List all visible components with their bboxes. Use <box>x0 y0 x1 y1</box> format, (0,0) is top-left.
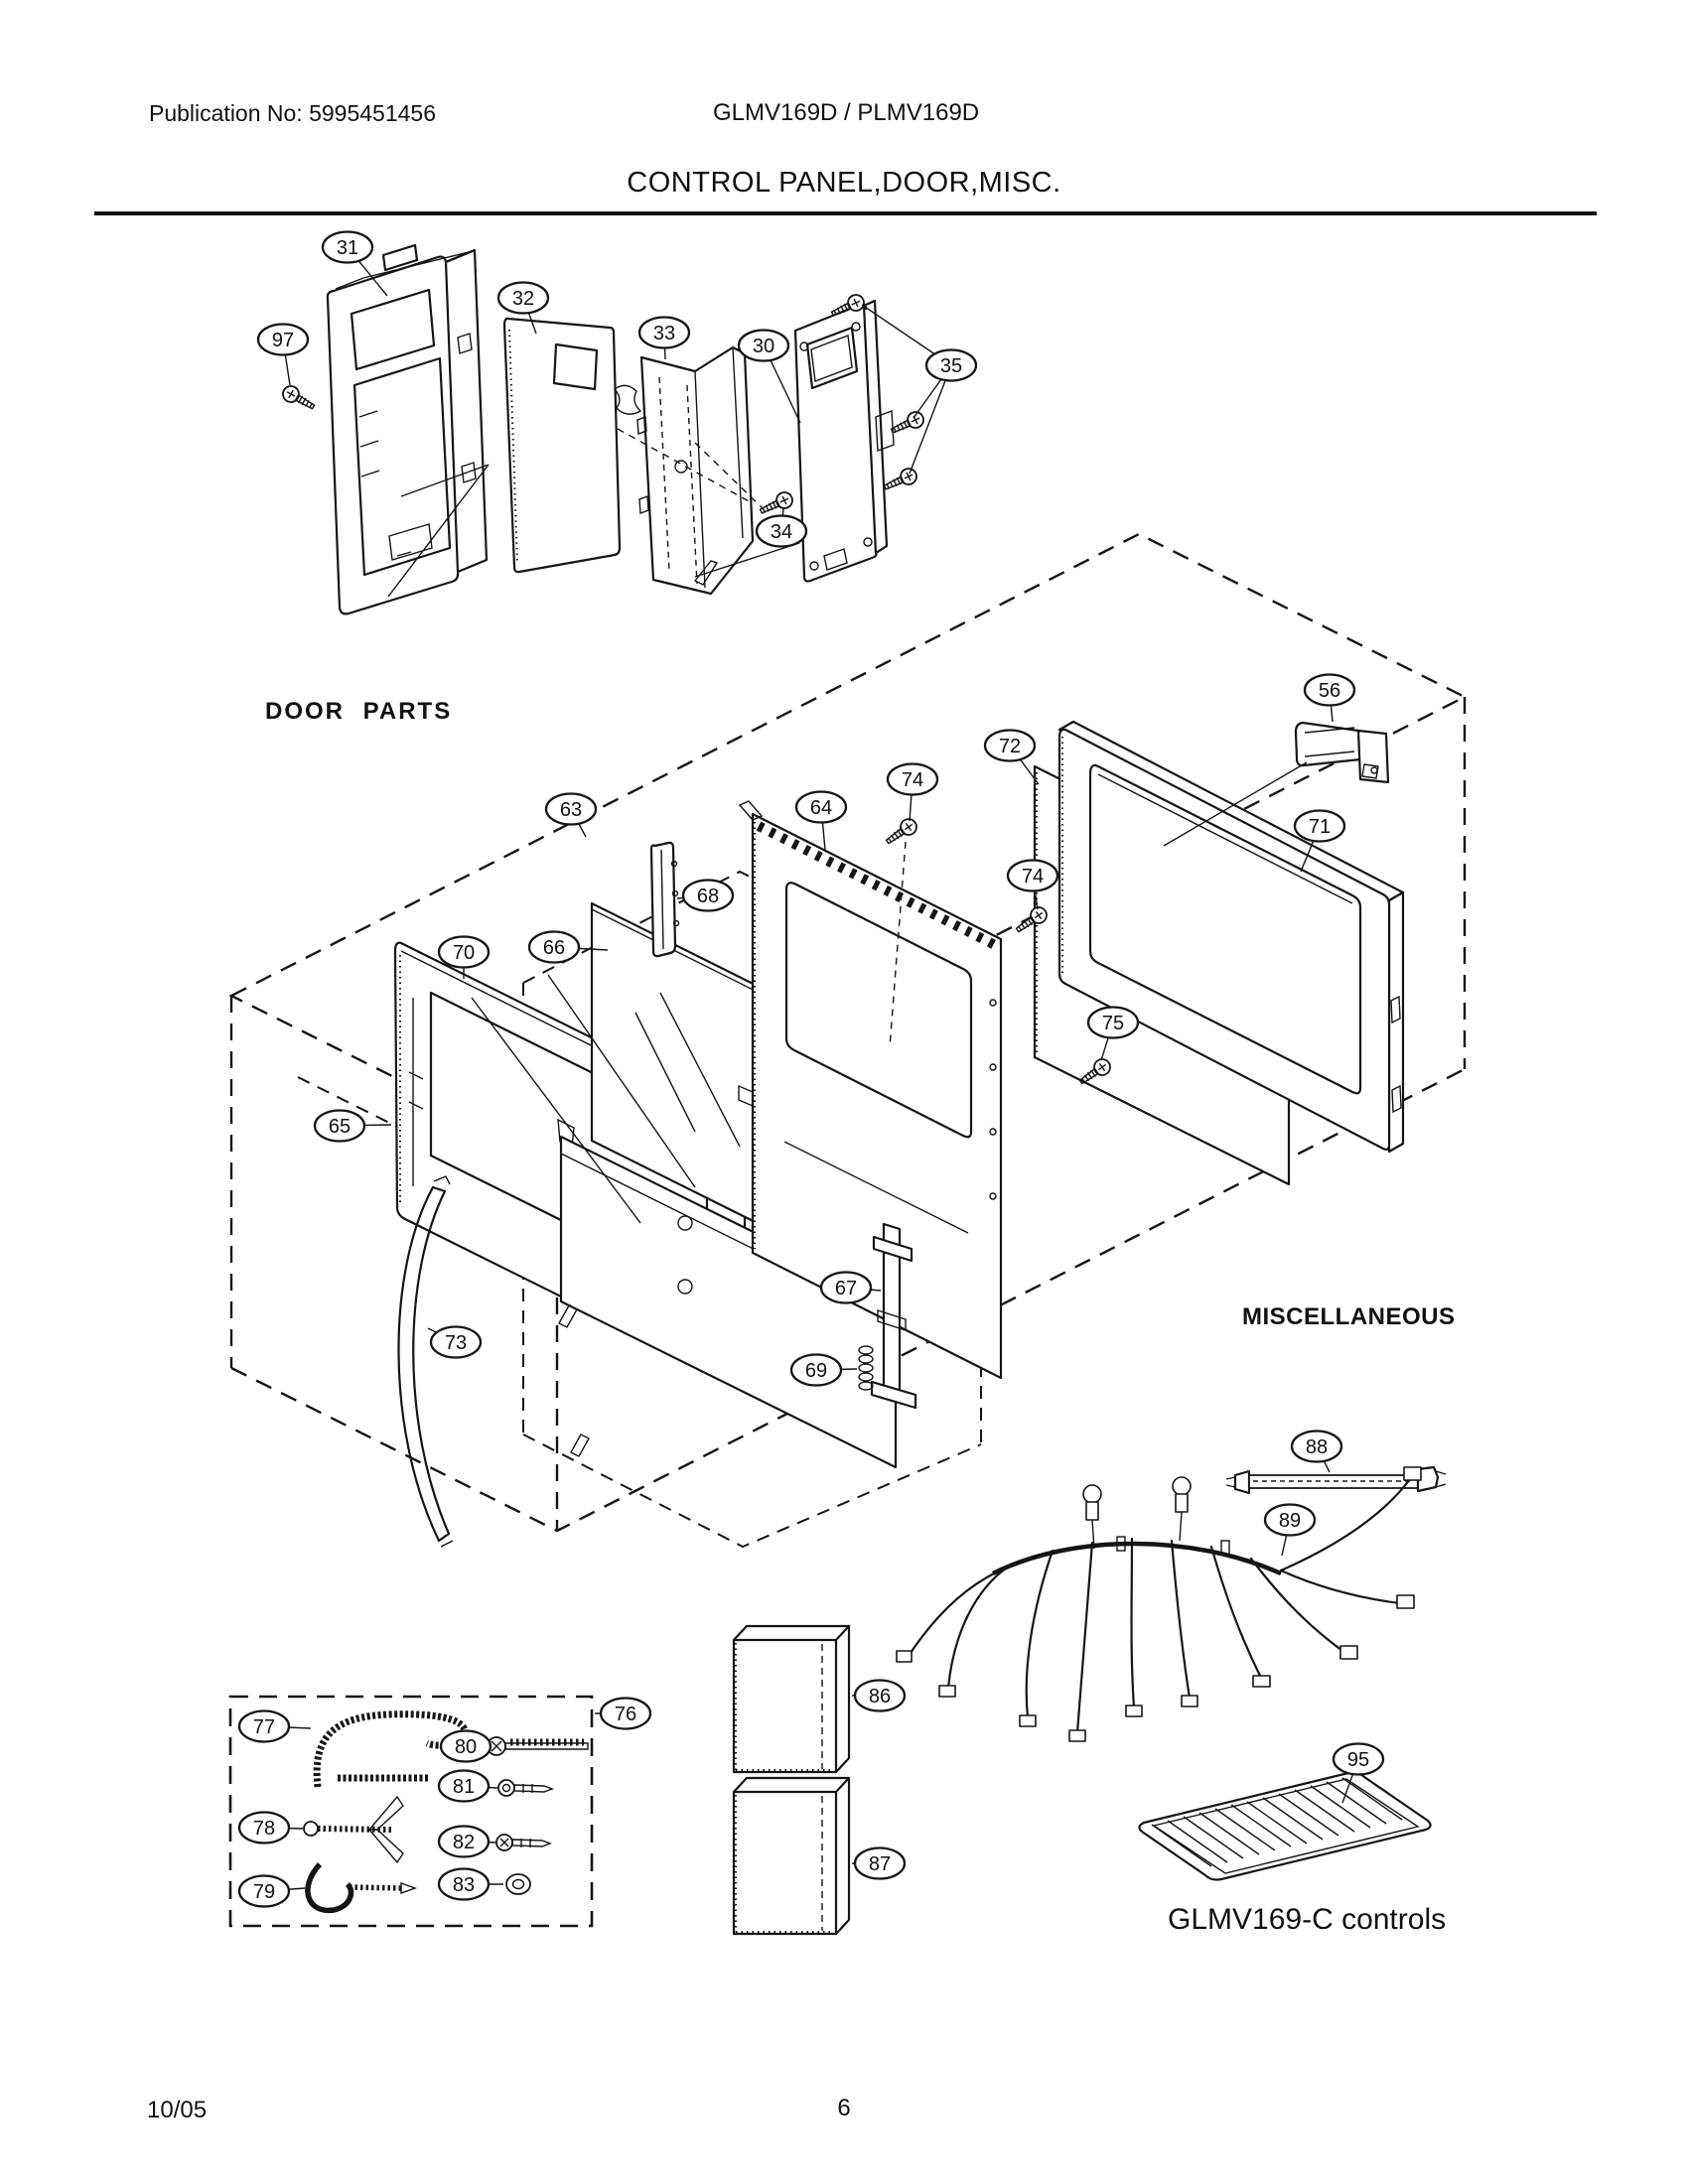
callout-number: 66 <box>542 937 566 959</box>
miscellaneous-label: MISCELLANEOUS <box>1242 1303 1456 1330</box>
footer-date: 10/05 <box>147 2097 208 2123</box>
callout-78 <box>239 1813 303 1843</box>
part-95-rack <box>1139 1773 1430 1880</box>
callout-number: 73 <box>444 1332 468 1354</box>
callout-number: 69 <box>804 1360 828 1382</box>
callout-number: 35 <box>939 355 963 377</box>
part-31-control-panel-frame <box>328 245 487 614</box>
callout-88 <box>1292 1432 1341 1473</box>
callout-83 <box>439 1869 503 1900</box>
part-89-wire-harness <box>897 1467 1421 1741</box>
callout-number: 56 <box>1318 680 1341 702</box>
callout-79 <box>239 1876 305 1907</box>
callout-34 <box>757 508 806 547</box>
callout-65 <box>315 1111 391 1142</box>
part-30-control-board <box>795 301 894 582</box>
callout-76 <box>595 1699 650 1729</box>
part-79-cup-hook <box>308 1864 415 1910</box>
publication-number: Publication No: 5995451456 <box>149 100 437 126</box>
callout-number: 74 <box>901 769 924 791</box>
door-parts-label: DOOR PARTS <box>265 698 453 725</box>
callout-74 <box>888 764 937 822</box>
callout-number: 87 <box>868 1853 892 1875</box>
callout-number: 30 <box>752 336 775 357</box>
callout-81 <box>439 1771 497 1802</box>
callout-73 <box>428 1327 481 1358</box>
callout-86 <box>852 1681 905 1711</box>
callout-80 <box>441 1731 491 1762</box>
callout-number: 86 <box>868 1686 892 1707</box>
part-33-support-bracket <box>637 347 753 594</box>
callout-89 <box>1265 1505 1315 1557</box>
callout-number: 67 <box>834 1278 858 1299</box>
callout-number: 64 <box>809 797 833 819</box>
callout-77 <box>239 1711 311 1742</box>
part-78-toggle-bolt <box>304 1797 403 1862</box>
model-numbers: GLMV169D / PLMV169D <box>713 99 980 126</box>
callout-56 <box>1305 675 1354 723</box>
callout-number: 68 <box>696 886 720 907</box>
controls-variant-label: GLMV169-C controls <box>1168 1903 1447 1936</box>
callout-number: 97 <box>271 330 295 351</box>
callout-63 <box>546 794 596 838</box>
callout-33 <box>639 318 689 360</box>
callout-number: 33 <box>652 323 676 344</box>
callout-number: 80 <box>454 1736 478 1758</box>
callout-number: 81 <box>452 1776 476 1798</box>
callout-number: 88 <box>1305 1436 1329 1458</box>
callout-number: 77 <box>252 1716 276 1738</box>
part-86-filter-box <box>734 1626 849 1772</box>
callout-72 <box>985 731 1039 785</box>
callout-number: 89 <box>1278 1510 1302 1532</box>
callout-68 <box>677 881 733 911</box>
part-80-long-bolt <box>488 1737 588 1755</box>
callout-number: 31 <box>336 237 359 259</box>
callout-number: 75 <box>1101 1013 1125 1034</box>
callout-number: 72 <box>998 736 1022 757</box>
callout-97 <box>258 325 308 386</box>
part-32-membrane-keypad <box>504 319 640 572</box>
callout-number: 63 <box>559 799 583 821</box>
callout-number: 78 <box>252 1818 276 1840</box>
part-81-screw <box>498 1780 552 1796</box>
footer-page-number: 6 <box>837 2095 851 2121</box>
callout-number: 74 <box>1021 866 1045 887</box>
callout-number: 83 <box>452 1874 476 1896</box>
page-title: CONTROL PANEL,DOOR,MISC. <box>627 167 1061 199</box>
callout-number: 34 <box>770 521 793 543</box>
callout-number: 82 <box>452 1832 476 1853</box>
callout-82 <box>439 1827 495 1857</box>
part-83-flange-nut <box>506 1874 530 1894</box>
part-87-filter-box <box>734 1778 849 1934</box>
callout-number: 95 <box>1346 1749 1370 1771</box>
callout-number: 76 <box>614 1704 637 1725</box>
callout-87 <box>852 1848 905 1879</box>
callout-number: 70 <box>452 942 476 964</box>
screw-34 <box>758 489 795 518</box>
callout-number: 32 <box>511 288 535 310</box>
callout-number: 65 <box>328 1116 352 1138</box>
part-82-screw <box>496 1835 550 1850</box>
screw-97 <box>280 383 317 414</box>
callout-number: 79 <box>252 1881 276 1903</box>
callout-number: 71 <box>1308 816 1332 838</box>
part-68-seal-strip <box>651 843 679 956</box>
